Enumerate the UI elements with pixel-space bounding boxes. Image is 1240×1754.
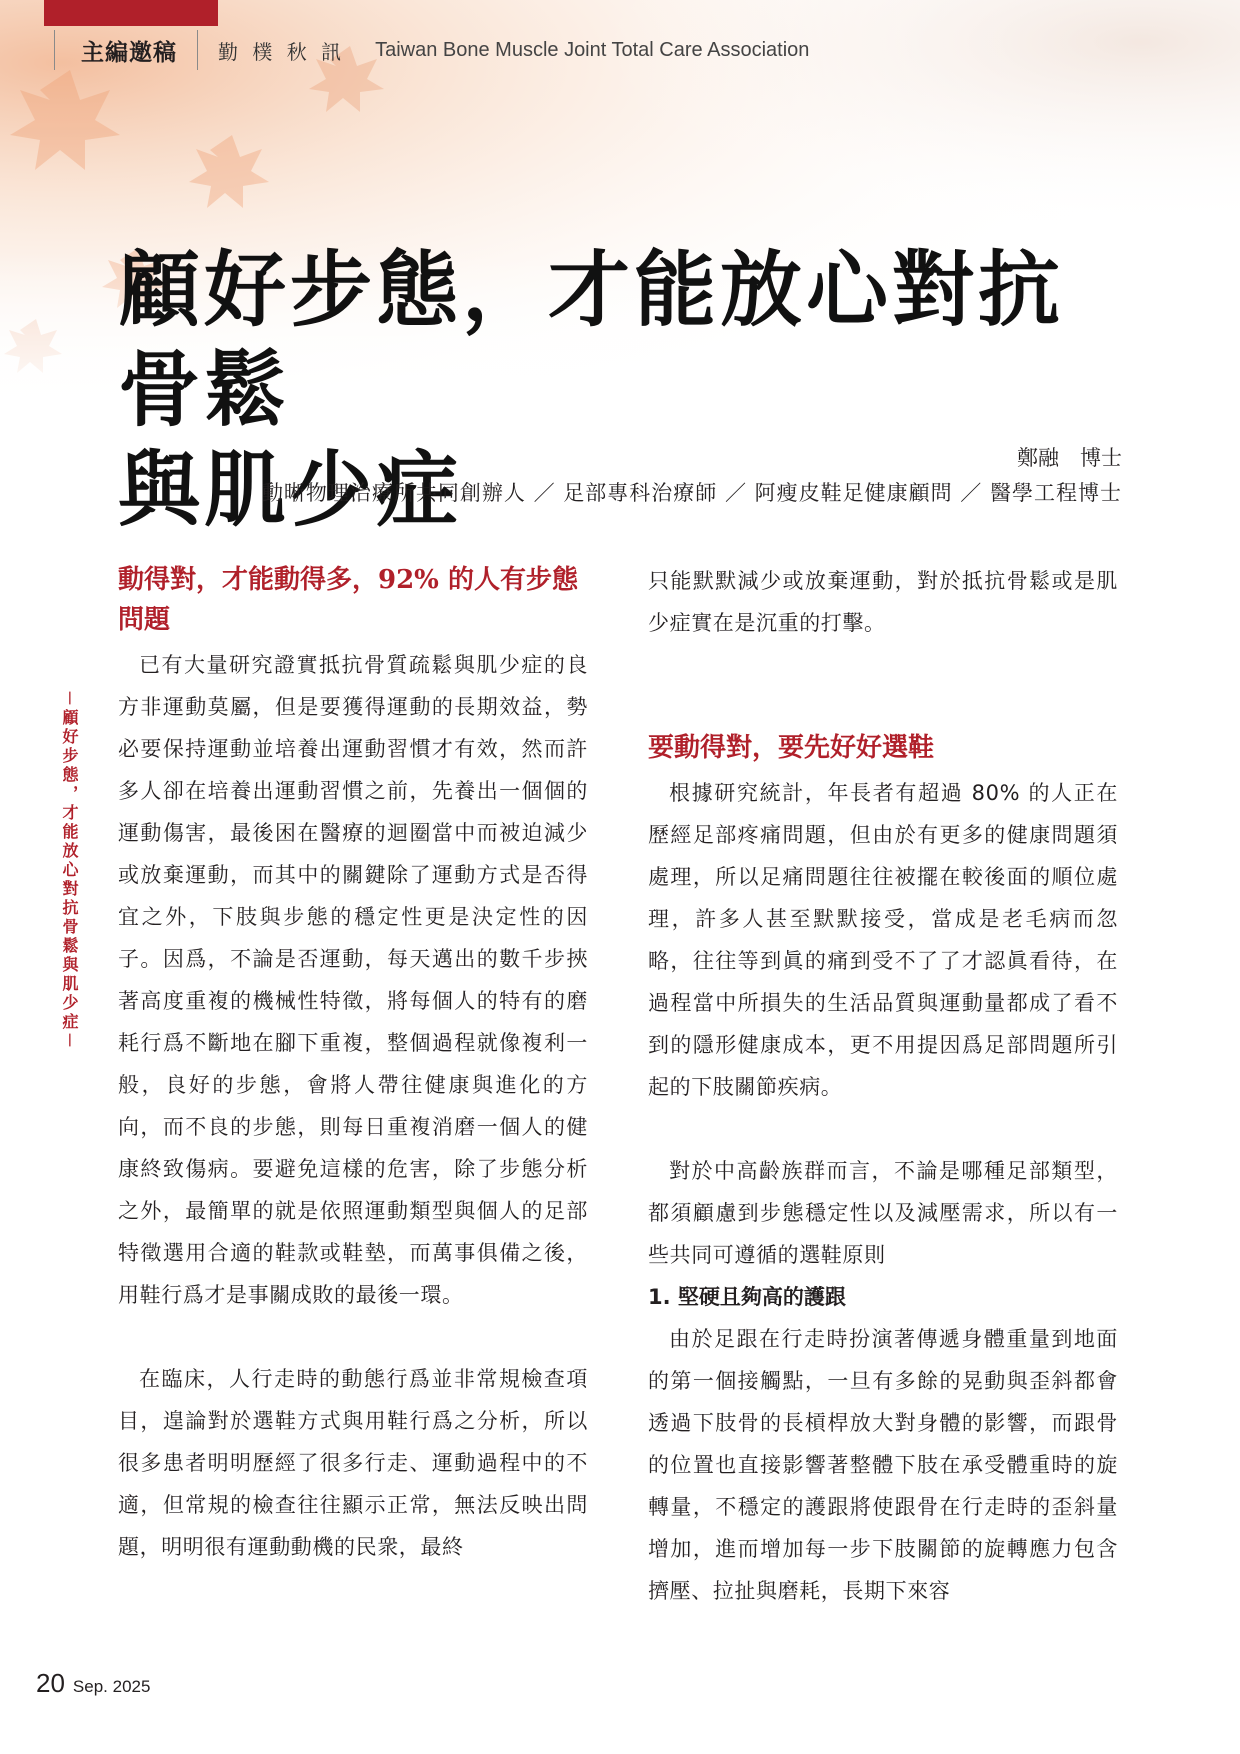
right-column [648, 560, 1118, 1612]
page-header [54, 30, 809, 70]
body-paragraph: 只能默默減少或放棄運動，對於抵抗骨鬆或是肌少症實在是沉重的打擊。 [648, 569, 1118, 635]
header-accent-bar [44, 0, 218, 26]
page-footer [36, 1668, 150, 1699]
association-name: Taiwan Bone Muscle Joint Total Care Association [375, 38, 810, 61]
section-heading: 動得對，才能動得多，92% 的人有步態問題 [118, 565, 578, 635]
side-running-title: －顧好步態，才能放心對抗骨鬆與肌少症－ [60, 690, 79, 1052]
magazine-name: 勤 樸 秋 訊 [218, 39, 346, 64]
body-paragraph: 已有大量研究證實抵抗骨質疏鬆與肌少症的良方非運動莫屬，但是要獲得運動的長期效益，勢必要保持運動並培養出運動習慣才有效，然而許多人卻在培養出運動習慣之前，先養出一個個的運動傷害，最後困在醫療的迴圈當中而被迫減少或放棄運動，而其中的關鍵除了運動方式是否得宜之外，下肢與步態的穩定性更是決定性的因子。因爲，不論是否運動，每天邁出的數千步挾著高度重複的機械性特徵，將每個人的特有的磨耗行爲不斷地在腳下重複，整個過程就像複利一般，良好的步態，會將人帶往健康與進化的方向，而不良的步態，則每日重複消磨一個人的健康終致傷病。要避免這樣的危害，除了步態分析之外，最簡單的就是依照運動類型與個人的足部特徵選用合適的鞋款或鞋墊，而萬事俱備之後，用鞋行爲才是事關成敗的最後一環。 [118, 653, 588, 1307]
subheading: 1. 堅硬且夠高的護跟 [648, 1285, 846, 1309]
section-heading: 要動得對，要先好好選鞋 [648, 733, 935, 763]
left-column [118, 560, 588, 1568]
body-paragraph: 由於足跟在行走時扮演著傳遞身體重量到地面的第一個接觸點，一旦有多餘的晃動與歪斜都會透過下肢骨的長槓桿放大對身體的影響，而跟骨的位置也直接影響著整體下肢在承受體重時的旋轉量，不穩定的護跟將使跟骨在行走時的歪斜量增加，進而增加每一步下肢關節的旋轉應力包含擠壓、拉扯與磨耗，長期下來容 [648, 1327, 1118, 1603]
section-tag: 主編邀稿 [81, 39, 177, 66]
body-paragraph: 對於中高齡族群而言，不論是哪種足部類型，都須顧慮到步態穩定性以及減壓需求，所以有一些共同可遵循的選鞋原則 [648, 1159, 1118, 1267]
page-number: 20 [36, 1668, 65, 1698]
article-title-line: 顧好步態，才能放心對抗骨鬆 [118, 242, 1065, 438]
body-paragraph: 根據研究統計，年長者有超過 80% 的人正在歷經足部疼痛問題，但由於有更多的健康問題須處理，所以足痛問題往往被擺在較後面的順位處理，許多人甚至默默接受，當成是老毛病而忽略，往往等到眞的痛到受不了了才認眞看待，在過程當中所損失的生活品質與運動量都成了看不到的隱形健康成本，更不用提因爲足部問題所引起的下肢關節疾病。 [648, 781, 1118, 1099]
issue-date: Sep. 2025 [72, 1677, 151, 1696]
article-title-line: 與肌少症 [118, 442, 463, 538]
body-paragraph: 在臨床，人行走時的動態行爲並非常規檢查項目，遑論對於選鞋方式與用鞋行爲之分析，所以很多患者明明歷經了很多行走、運動過程中的不適，但常規的檢查往往顯示正常，無法反映出問題，明明很有運動動機的民衆，最終 [118, 1367, 588, 1559]
author-name: 鄭融 博士 [1017, 446, 1122, 470]
author-credentials: 動晰物理治療所共同創辦人 ／ 足部專科治療師 ／ 阿瘦皮鞋足健康顧問 ／ 醫學工程博士 [261, 481, 1122, 505]
